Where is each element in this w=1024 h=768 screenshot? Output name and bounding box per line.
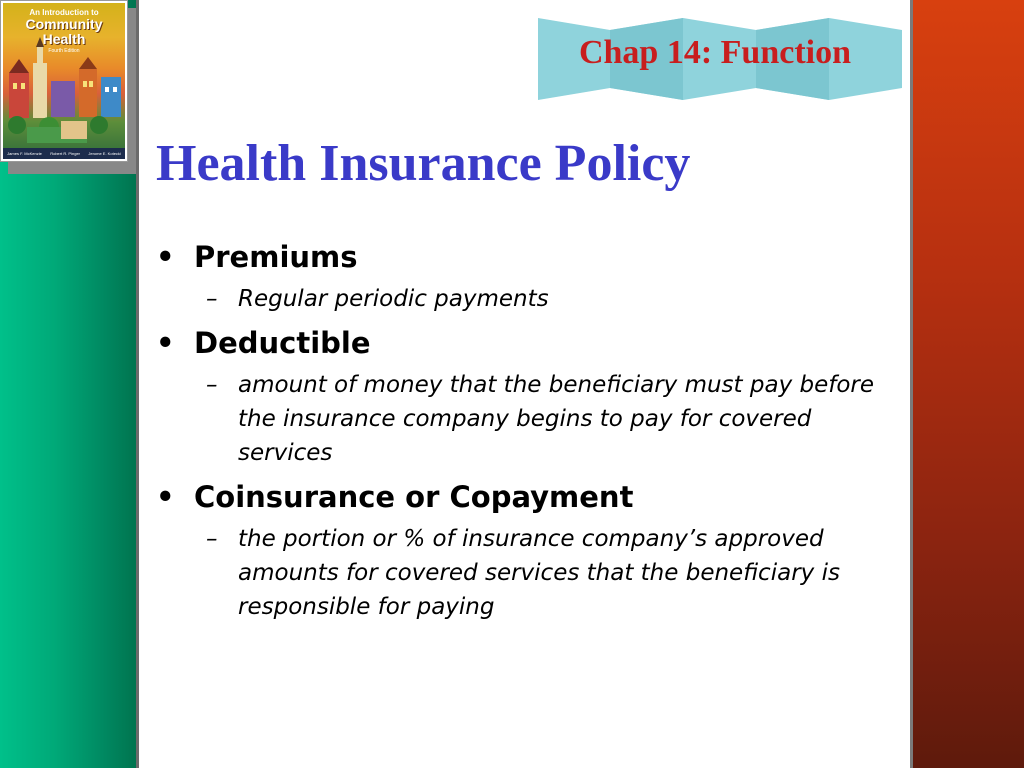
sub-bullet-marker: – bbox=[206, 286, 218, 312]
slide-title: Health Insurance Policy bbox=[156, 135, 691, 192]
book-cover-image bbox=[0, 0, 128, 162]
bullet-label: Premiums bbox=[194, 240, 358, 274]
book-subtitle: An Introduction to bbox=[29, 8, 99, 17]
bullet-item bbox=[156, 238, 896, 276]
bullet-label: Deductible bbox=[194, 326, 371, 360]
slide-body bbox=[156, 238, 896, 632]
sub-bullet-marker: – bbox=[206, 526, 218, 552]
bullet-marker: • bbox=[156, 480, 175, 514]
sub-bullet-item bbox=[156, 282, 896, 316]
book-title bbox=[3, 17, 125, 47]
book-edition: Fourth Edition bbox=[48, 48, 80, 54]
sub-bullet-item bbox=[156, 368, 896, 470]
bullet-label: Coinsurance or Copayment bbox=[194, 480, 634, 514]
sub-bullet-text: amount of money that the beneficiary must pay before the insurance company begins to pay for covered services bbox=[238, 372, 875, 466]
bullet-marker: • bbox=[156, 240, 175, 274]
book-author: Jerome E. Kotecki bbox=[88, 151, 121, 156]
book-title-line1: Community bbox=[25, 16, 103, 32]
sub-bullet-text: Regular periodic payments bbox=[238, 286, 549, 312]
sub-bullet-text: the portion or % of insurance company’s approved amounts for covered services that the beneficiary is responsible for paying bbox=[238, 526, 840, 620]
book-author: James F. McKenzie bbox=[7, 151, 42, 156]
sub-bullet-item bbox=[156, 522, 896, 624]
book-cover-art bbox=[3, 3, 125, 159]
chapter-label: Chap 14: Function bbox=[578, 34, 852, 71]
bullet-item bbox=[156, 478, 896, 516]
book-authors bbox=[3, 148, 125, 159]
book-author: Robert R. Pinger bbox=[50, 151, 80, 156]
left-band-divider bbox=[136, 0, 139, 768]
book-title-line2: Health bbox=[42, 31, 86, 47]
bullet-marker: • bbox=[156, 326, 175, 360]
right-decorative-band bbox=[913, 0, 1024, 768]
sub-bullet-marker: – bbox=[206, 372, 218, 398]
bullet-item bbox=[156, 324, 896, 362]
